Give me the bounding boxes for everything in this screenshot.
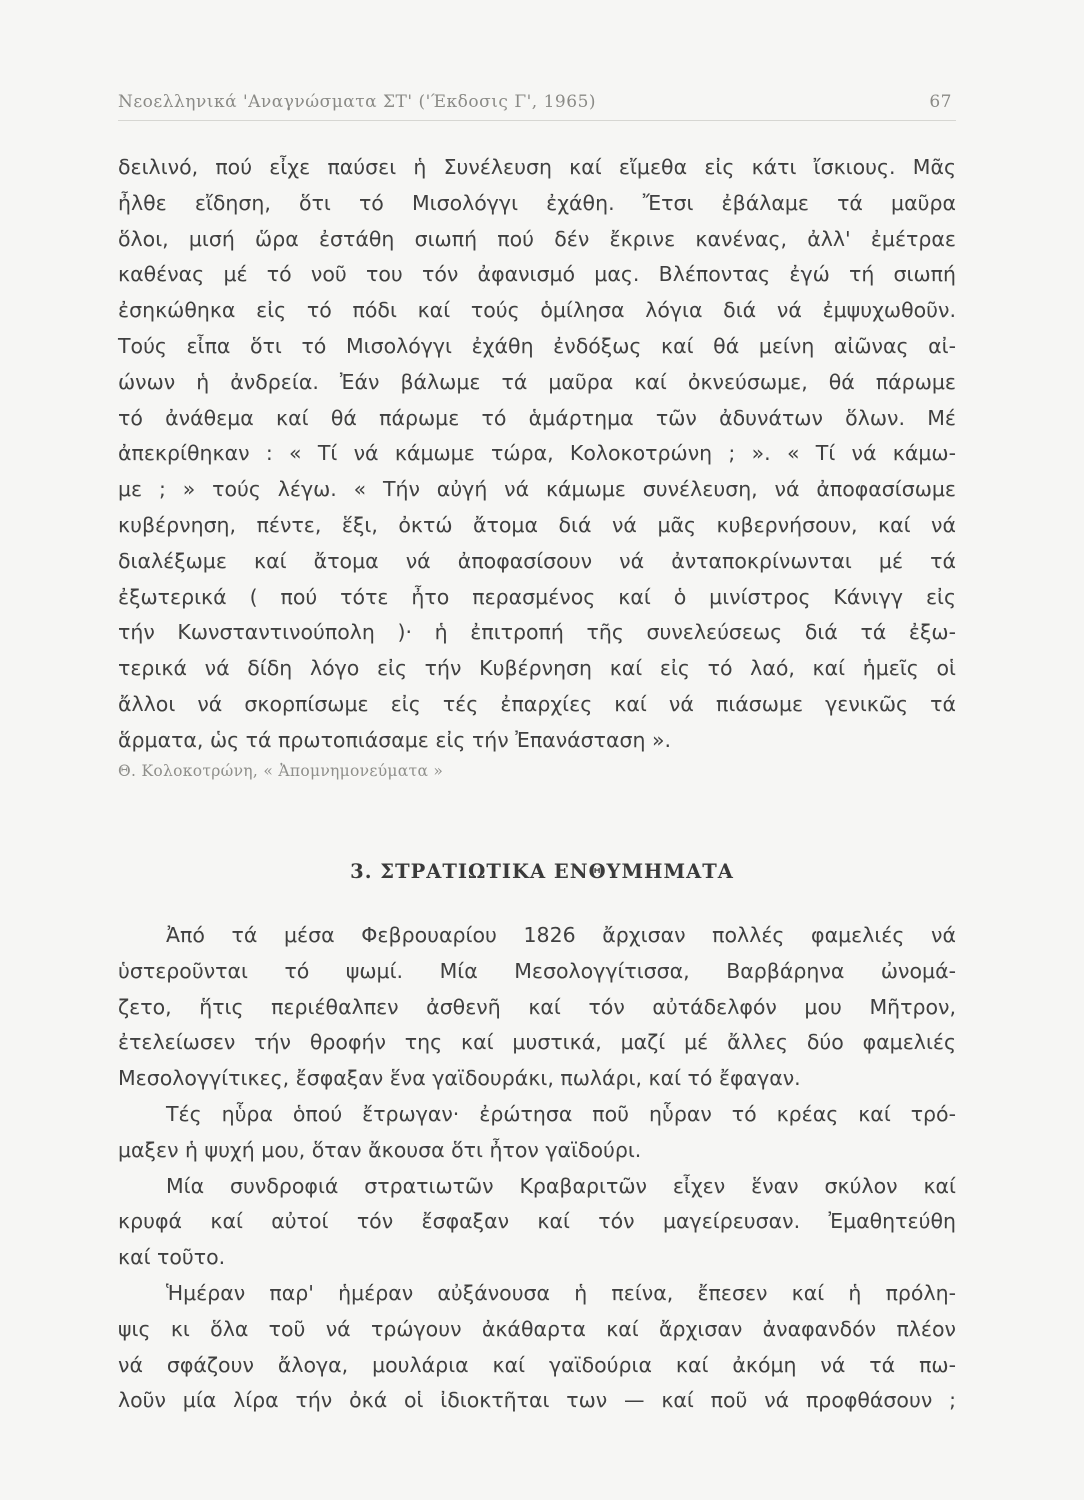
section-body — [118, 918, 956, 1419]
text-line: μαξεν ἡ ψυχή μου, ὅταν ἄκουσα ὅτι ἦτον γαϊδούρι. — [118, 1137, 642, 1162]
text-line: τό ἀνάθεμα καί θά πάρωμε τό ἁμάρτημα τῶν ἀδυνάτων ὅλων. Μέ — [118, 405, 956, 430]
text-line: καθένας μέ τό νοῦ του τόν ἀφανισμό μας. Βλέποντας ἐγώ τή σιωπή — [118, 262, 956, 287]
paragraph — [118, 1097, 956, 1169]
text-line: Ἡμέραν παρ' ἡμέραν αὐξάνουσα ἡ πείνα, ἔπεσεν καί ἡ πρόλη- — [166, 1280, 956, 1305]
text-line: λοῦν μία λίρα τήν ὀκά οἱ ἰδιοκτῆται των — καί ποῦ νά προφθάσουν ; — [118, 1388, 956, 1413]
text-line: ζετο, ἥτις περιέθαλπεν ἀσθενῆ καί τόν αὐτάδελφόν μου Μῆτρον, — [118, 994, 956, 1019]
text-line: καί τοῦτο. — [118, 1245, 226, 1270]
text-line: ὅλοι, μισή ὥρα ἐστάθη σιωπή πού δέν ἔκρινε κανένας, ἀλλ' ἐμέτραε — [118, 226, 956, 251]
text-line: ώνων ἡ ἀνδρεία. Ἐάν βάλωμε τά μαῦρα καί ὀκνεύσωμε, θά πάρωμε — [118, 369, 956, 394]
memoir-excerpt — [118, 150, 956, 759]
text-line: ὑστεροῦνται τό ψωμί. Μία Μεσολογγίτισσα, Βαρβάρηνα ὠνομά- — [118, 958, 956, 983]
text-line: Μία συνδροφιά στρατιωτῶν Κραβαριτῶν εἶχεν ἕναν σκύλον καί — [166, 1173, 956, 1198]
book-title: Νεοελληνικά 'Αναγνώσματα ΣΤ' ('Έκδοσις Γ', 1965) — [118, 92, 597, 112]
text-line: με ; » τούς λέγω. « Τήν αὐγή νά κάμωμε συνέλευση, νά ἀποφασίσωμε — [118, 477, 956, 502]
text-line: Ἀπό τά μέσα Φεβρουαρίου 1826 ἄρχισαν πολλές φαμελιές νά — [166, 923, 956, 947]
text-line: κρυφά καί αὐτοί τόν ἔσφαξαν καί τόν μαγείρευσαν. Ἐμαθητεύθη — [118, 1209, 956, 1234]
text-line: ἀπεκρίθηκαν : « Τί νά κάμωμε τώρα, Κολοκοτρώνη ; ». « Τί νά κάμω- — [118, 441, 956, 466]
text-line: ἐξωτερικά ( πού τότε ἦτο περασμένος καί ὁ μινίστρος Κάνιγγ εἰς — [118, 584, 956, 609]
section-heading: 3. ΣΤΡΑΤΙΩΤΙΚΑ ΕΝΘΥΜΗΜΑΤΑ — [350, 860, 734, 883]
page-number: 67 — [929, 92, 952, 112]
source-attribution: Θ. Κολοκοτρώνη, « Ἀπομνημονεύματα » — [118, 762, 444, 780]
text-line: ἦλθε εἴδηση, ὅτι τό Μισολόγγι ἐχάθη. Ἔτσι ἐβάλαμε τά μαῦρα — [118, 190, 956, 215]
paragraph — [118, 918, 956, 1097]
text-line: νά σφάζουν ἄλογα, μουλάρια καί γαϊδούρια καί ἀκόμη νά τά πω- — [118, 1352, 956, 1377]
text-line: ἐτελείωσεν τήν θροφήν της καί μυστικά, μαζί μέ ἄλλες δύο φαμελιές — [118, 1030, 956, 1055]
text-line: Μεσολογγίτικες, ἔσφαξαν ἕνα γαϊδουράκι, πωλάρι, καί τό ἔφαγαν. — [118, 1066, 801, 1091]
running-header — [118, 88, 956, 121]
text-line: τερικά νά δίδη λόγο εἰς τήν Κυβέρνηση καί εἰς τό λαό, καί ἡμεῖς οἱ — [118, 656, 956, 681]
text-line: ἄλλοι νά σκορπίσωμε εἰς τές ἐπαρχίες καί νά πιάσωμε γενικῶς τά — [118, 691, 956, 716]
paragraph — [118, 1169, 956, 1276]
text-line: Τές ηὗρα ὁπού ἔτρωγαν· ἐρώτησα ποῦ ηὗραν τό κρέας καί τρό- — [166, 1101, 956, 1126]
text-line: ἐσηκώθηκα εἰς τό πόδι καί τούς ὁμίλησα λόγια διά νά ἐμψυχωθοῦν. — [118, 298, 956, 323]
text-line: διαλέξωμε καί ἄτομα νά ἀποφασίσουν νά ἀνταποκρίνωνται μέ τά — [118, 548, 956, 573]
text-line: Τούς εἶπα ὅτι τό Μισολόγγι ἐχάθη ἐνδόξως καί θά μείνη αἰῶνας αἰ- — [118, 333, 956, 358]
text-line: ἅρματα, ὡς τά πρωτοπιάσαμε εἰς τήν Ἐπανάσταση ». — [118, 727, 672, 752]
text-line: δειλινό, πού εἶχε παύσει ἡ Συνέλευση καί εἴμεθα εἰς κάτι ἴσκιους. Μᾶς — [118, 155, 956, 179]
text-line: κυβέρνηση, πέντε, ἕξι, ὀκτώ ἄτομα διά νά μᾶς κυβερνήσουν, καί νά — [118, 512, 956, 537]
text-line: τήν Κωνσταντινούπολη )· ἡ ἐπιτροπή τῆς συνελεύσεως διά τά ἐξω- — [118, 620, 956, 645]
paragraph — [118, 1276, 956, 1419]
text-line: ψις κι ὅλα τοῦ νά τρώγουν ἀκάθαρτα καί ἄρχισαν ἀναφανδόν πλέον — [118, 1316, 956, 1341]
